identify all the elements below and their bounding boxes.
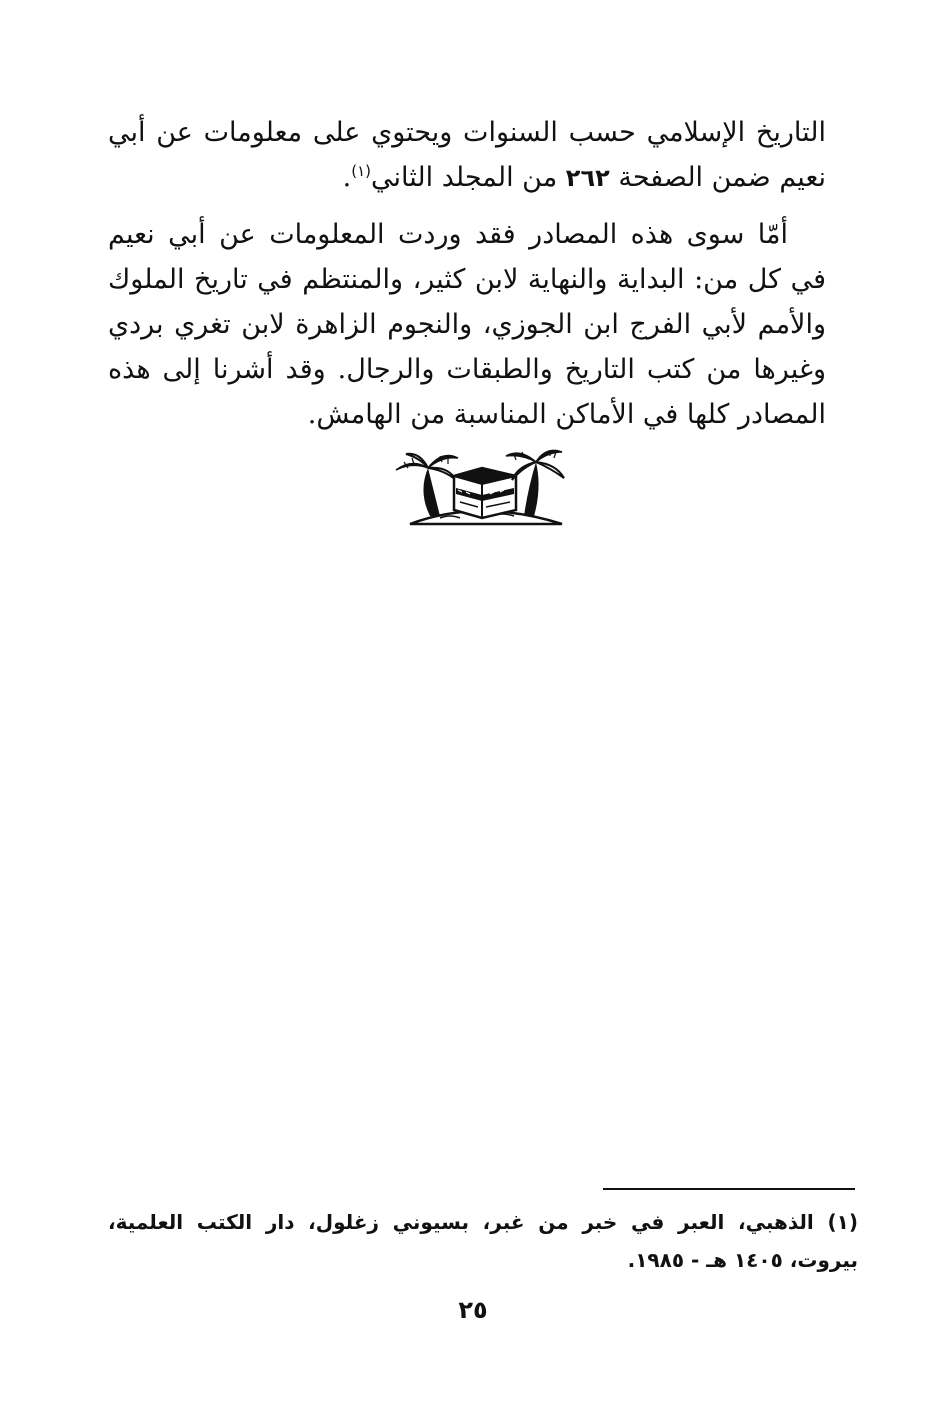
- paragraph-2: [108, 212, 826, 437]
- paragraph-1: [108, 110, 826, 201]
- page-number: ٢٥: [458, 1296, 488, 1324]
- page-reference-number: ٢٦٢: [565, 164, 610, 192]
- footnote-divider: [603, 1188, 855, 1190]
- footnote: [108, 1203, 858, 1279]
- footnote-reference[interactable]: (١): [351, 162, 372, 180]
- kaaba-palm-ornament-icon: [390, 440, 570, 532]
- paragraph-2-text: أمّا سوى هذه المصادر فقد وردت المعلومات عن أبي نعيم في كل من: البداية والنهاية لابن كثير، والمنتظم في تاريخ الملوك والأمم لأبي الفرج ابن الجوزي، والنجوم الزاهرة لابن تغري بردي وغيرها من كتب التاريخ والطبقات والرجال. وقد أشرنا إلى هذه المصادر كلها في الأماكن المناسبة من الهامش.: [108, 219, 826, 430]
- footnote-number: (١): [827, 1210, 858, 1234]
- paragraph-1-line-1: التاريخ الإسلامي حسب السنوات ويحتوي على معلومات عن أبي نعيم: [108, 117, 826, 193]
- paragraph-1-period: .: [342, 162, 352, 193]
- footnote-text: الذهبي، العبر في خبر من غبر، بسيوني زغلول، دار الكتب العلمية، بيروت، ١٤٠٥ هـ - ١٩٨٥.: [108, 1210, 858, 1272]
- paragraph-1-line-2-start: ضمن الصفحة: [618, 162, 771, 193]
- paragraph-1-line-2-end: من المجلد الثاني: [371, 162, 558, 193]
